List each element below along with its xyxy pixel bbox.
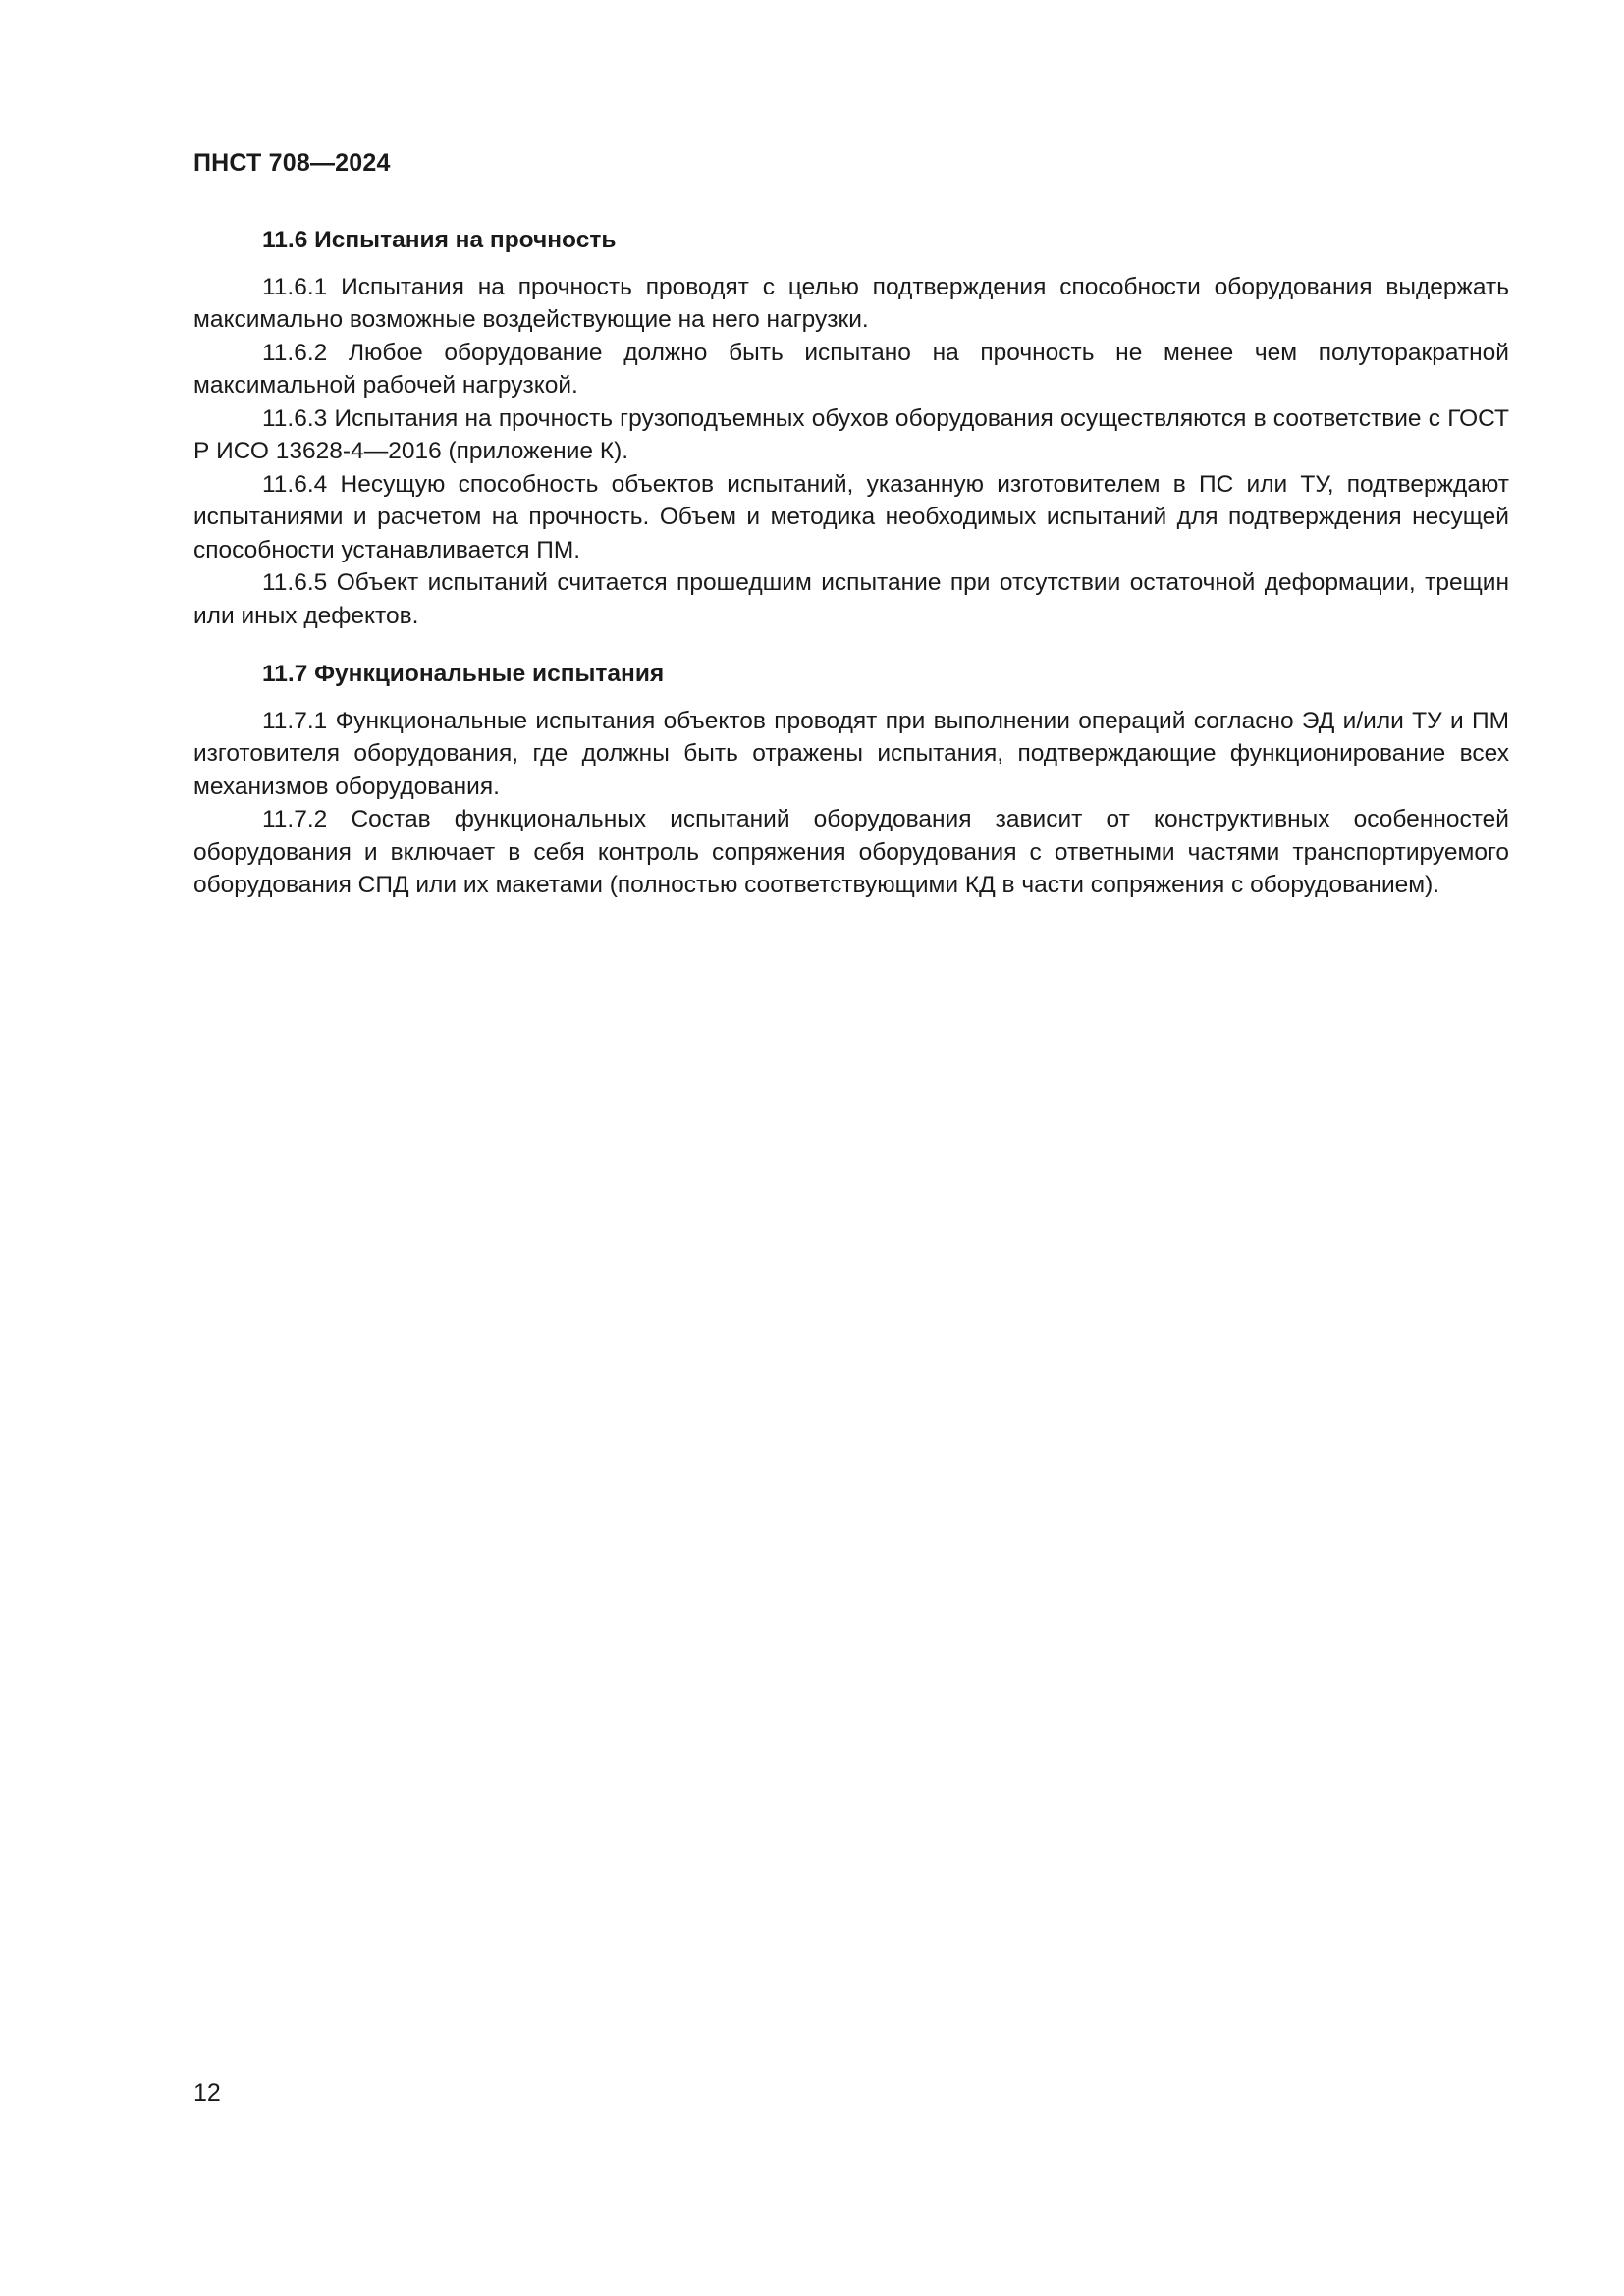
section-11-6 xyxy=(193,224,1509,632)
section-heading: 11.6 Испытания на прочность xyxy=(262,227,617,253)
document-body xyxy=(193,224,1509,902)
paragraph-11-7-1: 11.7.1 Функциональные испытания объектов проводят при выполнении операций согласно ЭД и/или ТУ и ПМ изготовителя оборудования, где должны быть отражены испытания, подтверждающие функционирование всех механизмов оборудования. xyxy=(193,707,1509,800)
paragraph-11-6-1: 11.6.1 Испытания на прочность проводят с целью подтверждения способности оборудования выдержать максимально возможные воздействующие на него нагрузки. xyxy=(193,273,1509,333)
section-heading: 11.7 Функциональные испытания xyxy=(262,661,665,687)
paragraph-11-6-4: 11.6.4 Несущую способность объектов испытаний, указанную изготовителем в ПС или ТУ, подтверждают испытаниями и расчетом на прочность. Объем и методика необходимых испытаний для подтверждения несущей способности устанавливается ПМ. xyxy=(193,470,1509,563)
paragraph-11-6-5: 11.6.5 Объект испытаний считается прошедшим испытание при отсутствии остаточной деформации, трещин или иных дефектов. xyxy=(193,569,1509,629)
paragraph-11-6-3: 11.6.3 Испытания на прочность грузоподъемных обухов оборудования осуществляются в соответствие с ГОСТ Р ИСО 13628-4—2016 (приложение К). xyxy=(193,404,1509,464)
section-11-7 xyxy=(193,658,1509,902)
paragraph-11-7-2: 11.7.2 Состав функциональных испытаний оборудования зависит от конструктивных особенностей оборудования и включает в себя контроль сопряжения оборудования с ответными частями транспортируемого оборудования СПД или их макетами (полностью соответствующими КД в части сопряжения с оборудованием). xyxy=(193,806,1509,898)
document-code: ПНСТ 708—2024 xyxy=(193,149,391,177)
page-number: 12 xyxy=(193,2079,221,2107)
paragraph-11-6-2: 11.6.2 Любое оборудование должно быть испытано на прочность не менее чем полуторакратной максимальной рабочей нагрузкой. xyxy=(193,339,1509,399)
